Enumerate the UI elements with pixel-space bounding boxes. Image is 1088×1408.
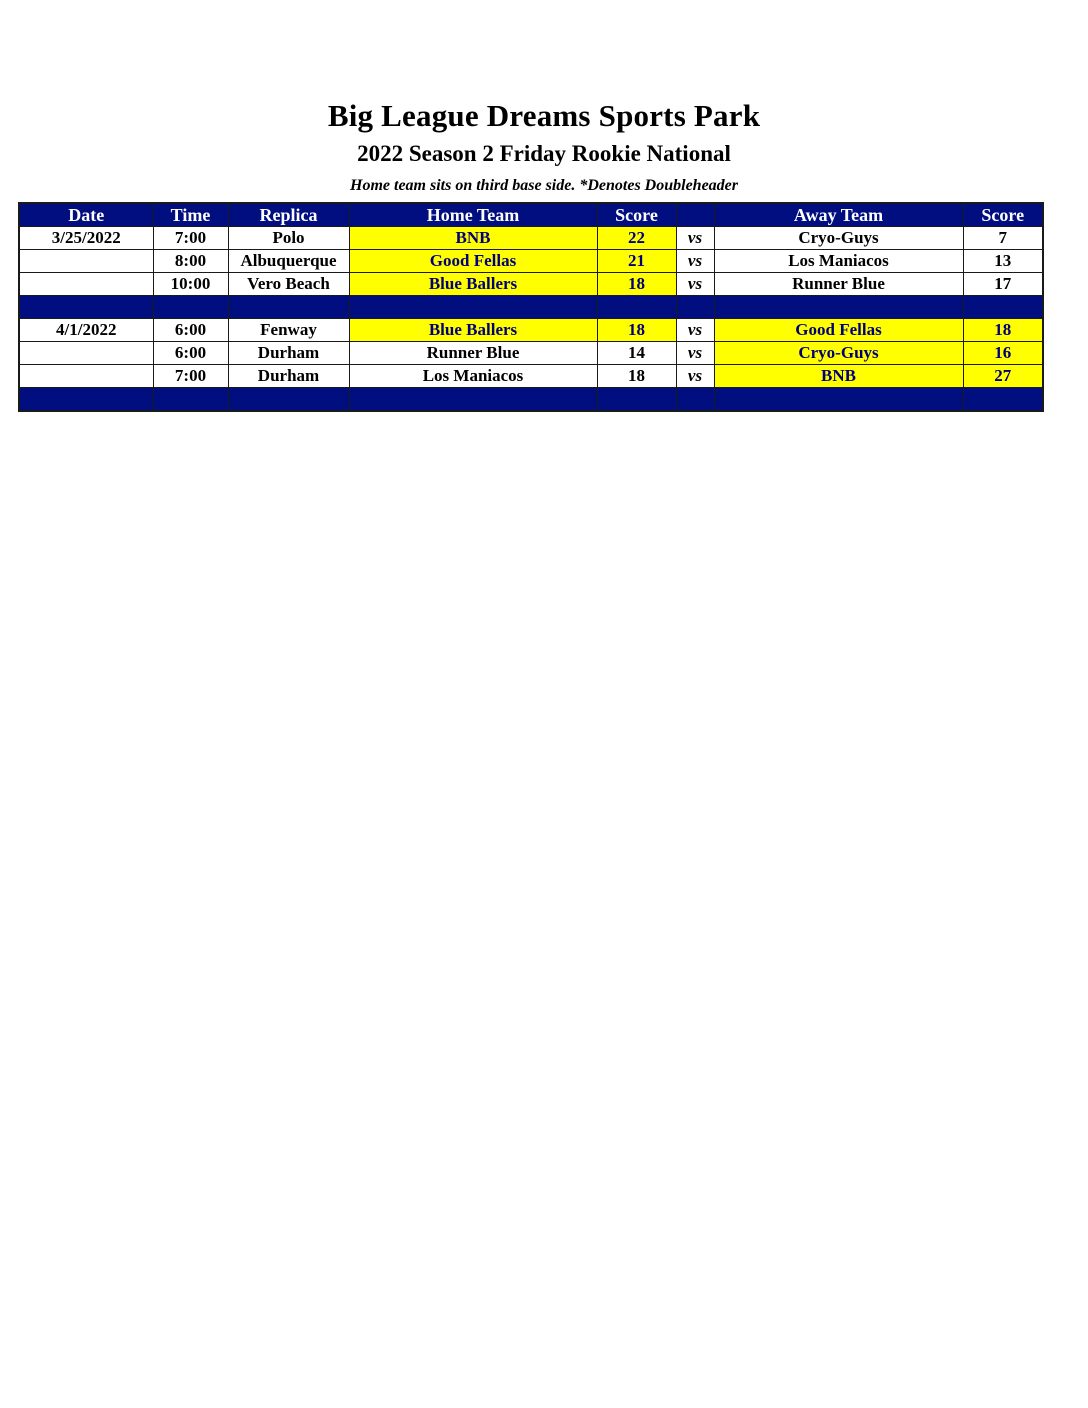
replica-cell: Fenway <box>228 319 349 342</box>
vs-cell: vs <box>676 273 714 296</box>
table-row <box>19 273 1043 296</box>
separator-row <box>19 296 1043 319</box>
separator-cell <box>963 296 1043 319</box>
home-score-cell: 18 <box>597 319 676 342</box>
schedule-note: Home team sits on third base side. *Denotes Doubleheader <box>350 177 738 194</box>
home-team-cell: BNB <box>349 227 597 250</box>
separator-cell <box>714 296 963 319</box>
date-cell: 3/25/2022 <box>19 227 153 250</box>
away-score-cell: 7 <box>963 227 1043 250</box>
replica-cell: Vero Beach <box>228 273 349 296</box>
schedule-table <box>18 202 1044 412</box>
away-team-cell: Cryo-Guys <box>714 227 963 250</box>
separator-cell <box>349 296 597 319</box>
date-cell: 4/1/2022 <box>19 319 153 342</box>
table-row <box>19 250 1043 273</box>
replica-cell: Polo <box>228 227 349 250</box>
column-header-away-team: Away Team <box>714 203 963 227</box>
vs-cell: vs <box>676 250 714 273</box>
away-score-cell: 17 <box>963 273 1043 296</box>
replica-cell: Durham <box>228 365 349 388</box>
separator-cell <box>228 296 349 319</box>
column-header-home-score: Score <box>597 203 676 227</box>
replica-cell: Albuquerque <box>228 250 349 273</box>
separator-cell <box>153 388 228 412</box>
separator-cell <box>153 296 228 319</box>
column-header-time: Time <box>153 203 228 227</box>
date-cell <box>19 342 153 365</box>
time-cell: 6:00 <box>153 342 228 365</box>
home-team-cell: Good Fellas <box>349 250 597 273</box>
time-cell: 8:00 <box>153 250 228 273</box>
time-cell: 10:00 <box>153 273 228 296</box>
home-score-cell: 22 <box>597 227 676 250</box>
column-header-replica: Replica <box>228 203 349 227</box>
away-score-cell: 27 <box>963 365 1043 388</box>
away-team-cell: Los Maniacos <box>714 250 963 273</box>
table-header-row <box>19 203 1043 227</box>
table-row <box>19 319 1043 342</box>
time-cell: 7:00 <box>153 227 228 250</box>
date-cell <box>19 273 153 296</box>
column-header-date: Date <box>19 203 153 227</box>
date-cell <box>19 250 153 273</box>
away-team-cell: BNB <box>714 365 963 388</box>
column-header-away-score: Score <box>963 203 1043 227</box>
vs-cell: vs <box>676 227 714 250</box>
away-team-cell: Runner Blue <box>714 273 963 296</box>
date-cell <box>19 365 153 388</box>
time-cell: 6:00 <box>153 319 228 342</box>
home-team-cell: Blue Ballers <box>349 273 597 296</box>
away-score-cell: 16 <box>963 342 1043 365</box>
page-subtitle: 2022 Season 2 Friday Rookie National <box>357 141 731 166</box>
vs-cell: vs <box>676 342 714 365</box>
vs-cell: vs <box>676 365 714 388</box>
home-score-cell: 21 <box>597 250 676 273</box>
separator-cell <box>597 388 676 412</box>
separator-cell <box>228 388 349 412</box>
column-header-home-team: Home Team <box>349 203 597 227</box>
away-team-cell: Cryo-Guys <box>714 342 963 365</box>
table-row <box>19 365 1043 388</box>
home-team-cell: Runner Blue <box>349 342 597 365</box>
separator-cell <box>963 388 1043 412</box>
separator-cell <box>349 388 597 412</box>
separator-cell <box>19 296 153 319</box>
column-header-vs <box>676 203 714 227</box>
separator-cell <box>19 388 153 412</box>
home-team-cell: Blue Ballers <box>349 319 597 342</box>
home-team-cell: Los Maniacos <box>349 365 597 388</box>
home-score-cell: 18 <box>597 273 676 296</box>
away-team-cell: Good Fellas <box>714 319 963 342</box>
separator-cell <box>676 296 714 319</box>
vs-cell: vs <box>676 319 714 342</box>
table-row <box>19 342 1043 365</box>
home-score-cell: 14 <box>597 342 676 365</box>
away-score-cell: 13 <box>963 250 1043 273</box>
separator-row <box>19 388 1043 412</box>
schedule-body <box>19 227 1043 412</box>
separator-cell <box>676 388 714 412</box>
separator-cell <box>714 388 963 412</box>
time-cell: 7:00 <box>153 365 228 388</box>
replica-cell: Durham <box>228 342 349 365</box>
page-title: Big League Dreams Sports Park <box>327 98 761 133</box>
away-score-cell: 18 <box>963 319 1043 342</box>
home-score-cell: 18 <box>597 365 676 388</box>
separator-cell <box>597 296 676 319</box>
table-row <box>19 227 1043 250</box>
